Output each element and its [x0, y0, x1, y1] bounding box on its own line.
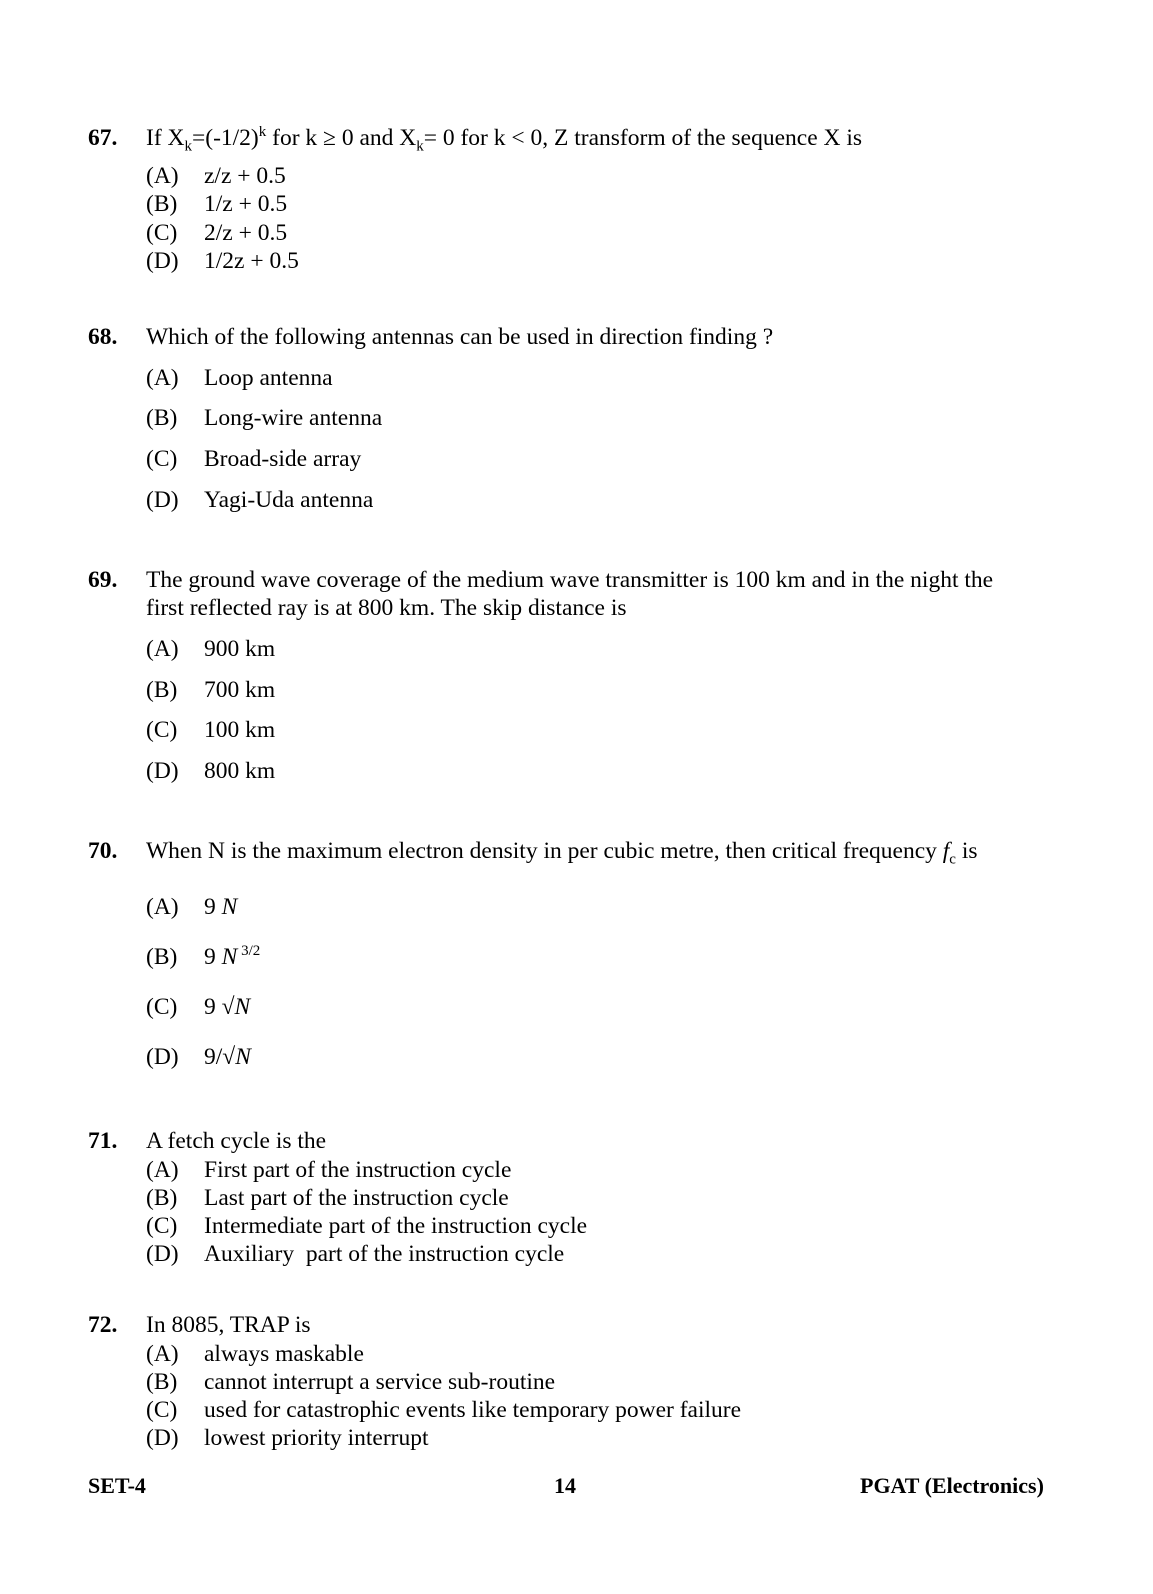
footer-set-code: SET-4: [88, 1473, 146, 1498]
question-stem: The ground wave coverage of the medium wave transmitter is 100 km and in the night the first reflected ray is at 800 km. The skip distance is: [146, 567, 994, 621]
option-d: (D) 800 km: [146, 758, 276, 784]
question-number: 69.: [88, 567, 118, 593]
option-c: (C) Intermediate part of the instruction cycle: [146, 1213, 588, 1239]
footer-page-number: 14: [554, 1473, 576, 1498]
option-d: (D) 9/√N: [146, 1044, 251, 1070]
question-number: 67.: [88, 125, 118, 151]
option-d: (D) 1/2z + 0.5: [146, 248, 299, 274]
option-d: (D) lowest priority interrupt: [146, 1425, 429, 1451]
option-c: (C) 100 km: [146, 717, 276, 743]
option-b: (B) 700 km: [146, 677, 276, 703]
question-stem: In 8085, TRAP is: [146, 1312, 311, 1338]
option-c: (C) Broad-side array: [146, 446, 362, 472]
option-c: (C) 2/z + 0.5: [146, 220, 288, 246]
option-b: (B) Last part of the instruction cycle: [146, 1185, 509, 1211]
question-number: 70.: [88, 838, 118, 864]
option-a: (A) 9 N: [146, 894, 238, 920]
option-c: (C) 9 √N: [146, 994, 251, 1020]
option-d: (D) Auxiliary part of the instruction cycle: [146, 1241, 565, 1267]
question-number: 72.: [88, 1312, 118, 1338]
option-a: (A) z/z + 0.5: [146, 163, 286, 189]
option-b: (B) 9 N $^{3/2}$: [146, 943, 261, 970]
question-stem: A fetch cycle is the: [146, 1128, 327, 1154]
option-b: (B) Long-wire antenna: [146, 405, 383, 431]
question-number: 68.: [88, 324, 118, 350]
option-b: (B) cannot interrupt a service sub-routine: [146, 1369, 556, 1395]
option-a: (A) always maskable: [146, 1341, 364, 1367]
option-a: (A) First part of the instruction cycle: [146, 1157, 512, 1183]
footer-paper-title: PGAT (Electronics): [860, 1473, 1044, 1498]
question-stem: If $X_k=(-1/2)^k$ for k ≥ 0 and $X_k= 0$ for k < 0, Z transform of the sequence X is: [146, 124, 863, 155]
question-number: 71.: [88, 1128, 118, 1154]
question-stem: When N is the maximum electron density in per cubic metre, then critical frequency $f_c$ is: [146, 838, 978, 868]
option-c: (C) used for catastrophic events like temporary power failure: [146, 1397, 742, 1423]
option-d: (D) Yagi-Uda antenna: [146, 487, 374, 513]
option-b: (B) 1/z + 0.5: [146, 191, 288, 217]
question-stem: Which of the following antennas can be used in direction finding ?: [146, 324, 774, 350]
option-a: (A) Loop antenna: [146, 365, 333, 391]
option-a: (A) 900 km: [146, 636, 276, 662]
